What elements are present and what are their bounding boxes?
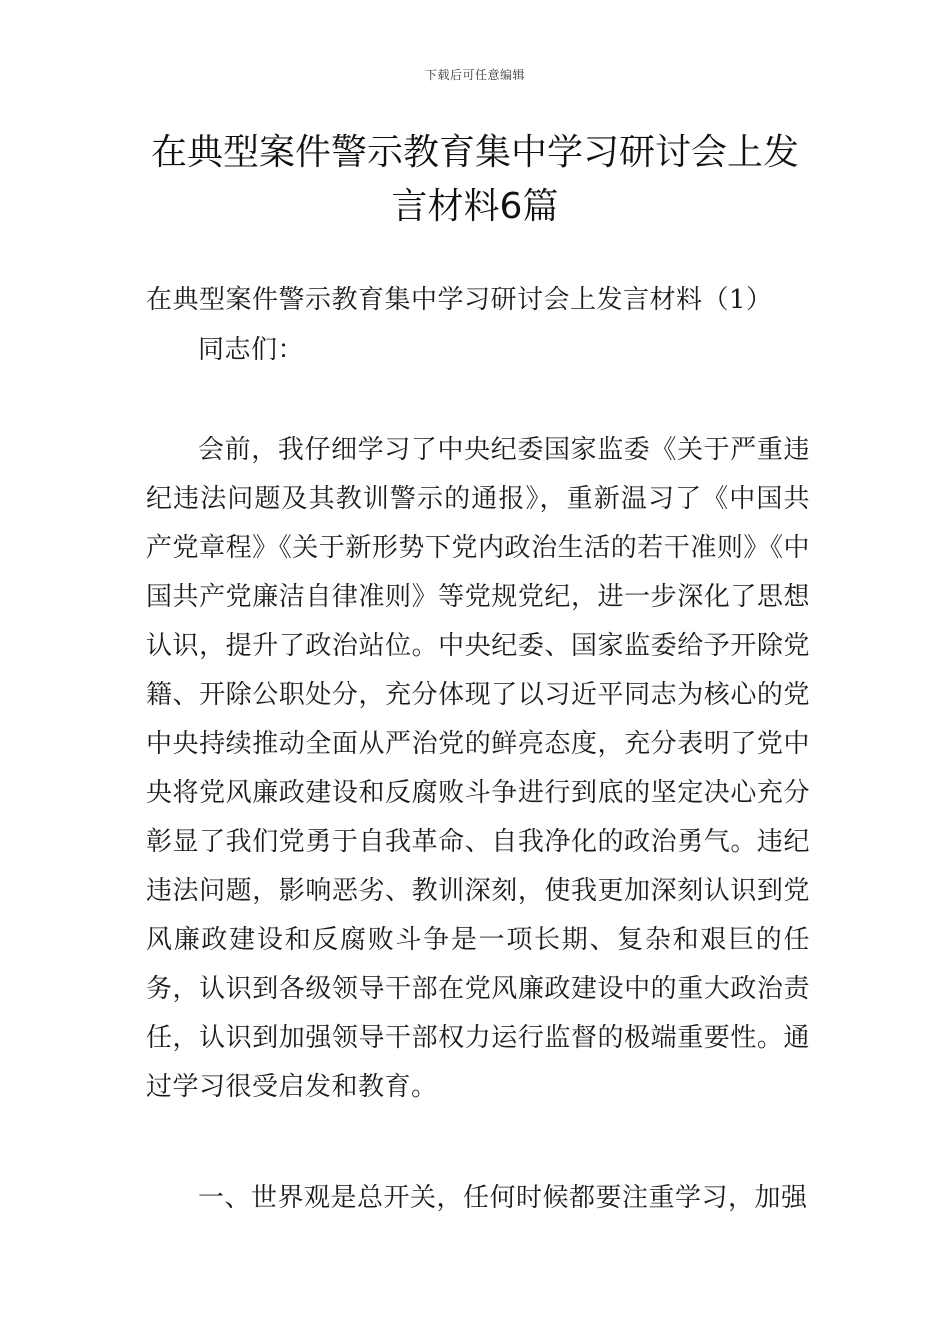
paragraph: 会前，我仔细学习了中央纪委国家监委《关于严重违纪违法问题及其教训警示的通报》，重新温习了《中国共产党章程》《关于新形势下党内政治生活的若干准则》《中国共产党廉洁自律准则》等党规党纪，进一步深化了思想认识，提升了政治站位。中央纪委、国家监委给予开除党籍、开除公职处分，充分体现了以习近平同志为核心的党中央持续推动全面从严治党的鲜亮态度，充分表明了党中央将党风廉政建设和反腐败斗争进行到底的坚定决心充分彰显了我们党勇于自我革命、自我净化的政治勇气。违纪违法问题，影响恶劣、教训深刻，使我更加深刻认识到党风廉政建设和反腐败斗争是一项长期、复杂和艰巨的任务，认识到各级领导干部在党风廉政建设中的重大政治责任，认识到加强领导干部权力运行监督的极端重要性。通过学习很受启发和教育。 xyxy=(146,435,810,1102)
header-note: 下载后可任意编辑 xyxy=(424,68,525,82)
greeting: 同志们： xyxy=(198,335,305,365)
document-title: 在典型案件警示教育集中学习研讨会上发言材料6篇 xyxy=(150,132,799,227)
section-subtitle: 在典型案件警示教育集中学习研讨会上发言材料（1） xyxy=(146,285,773,315)
paragraph: 一、世界观是总开关，任何时候都要注重学习，加强 xyxy=(198,1183,808,1213)
